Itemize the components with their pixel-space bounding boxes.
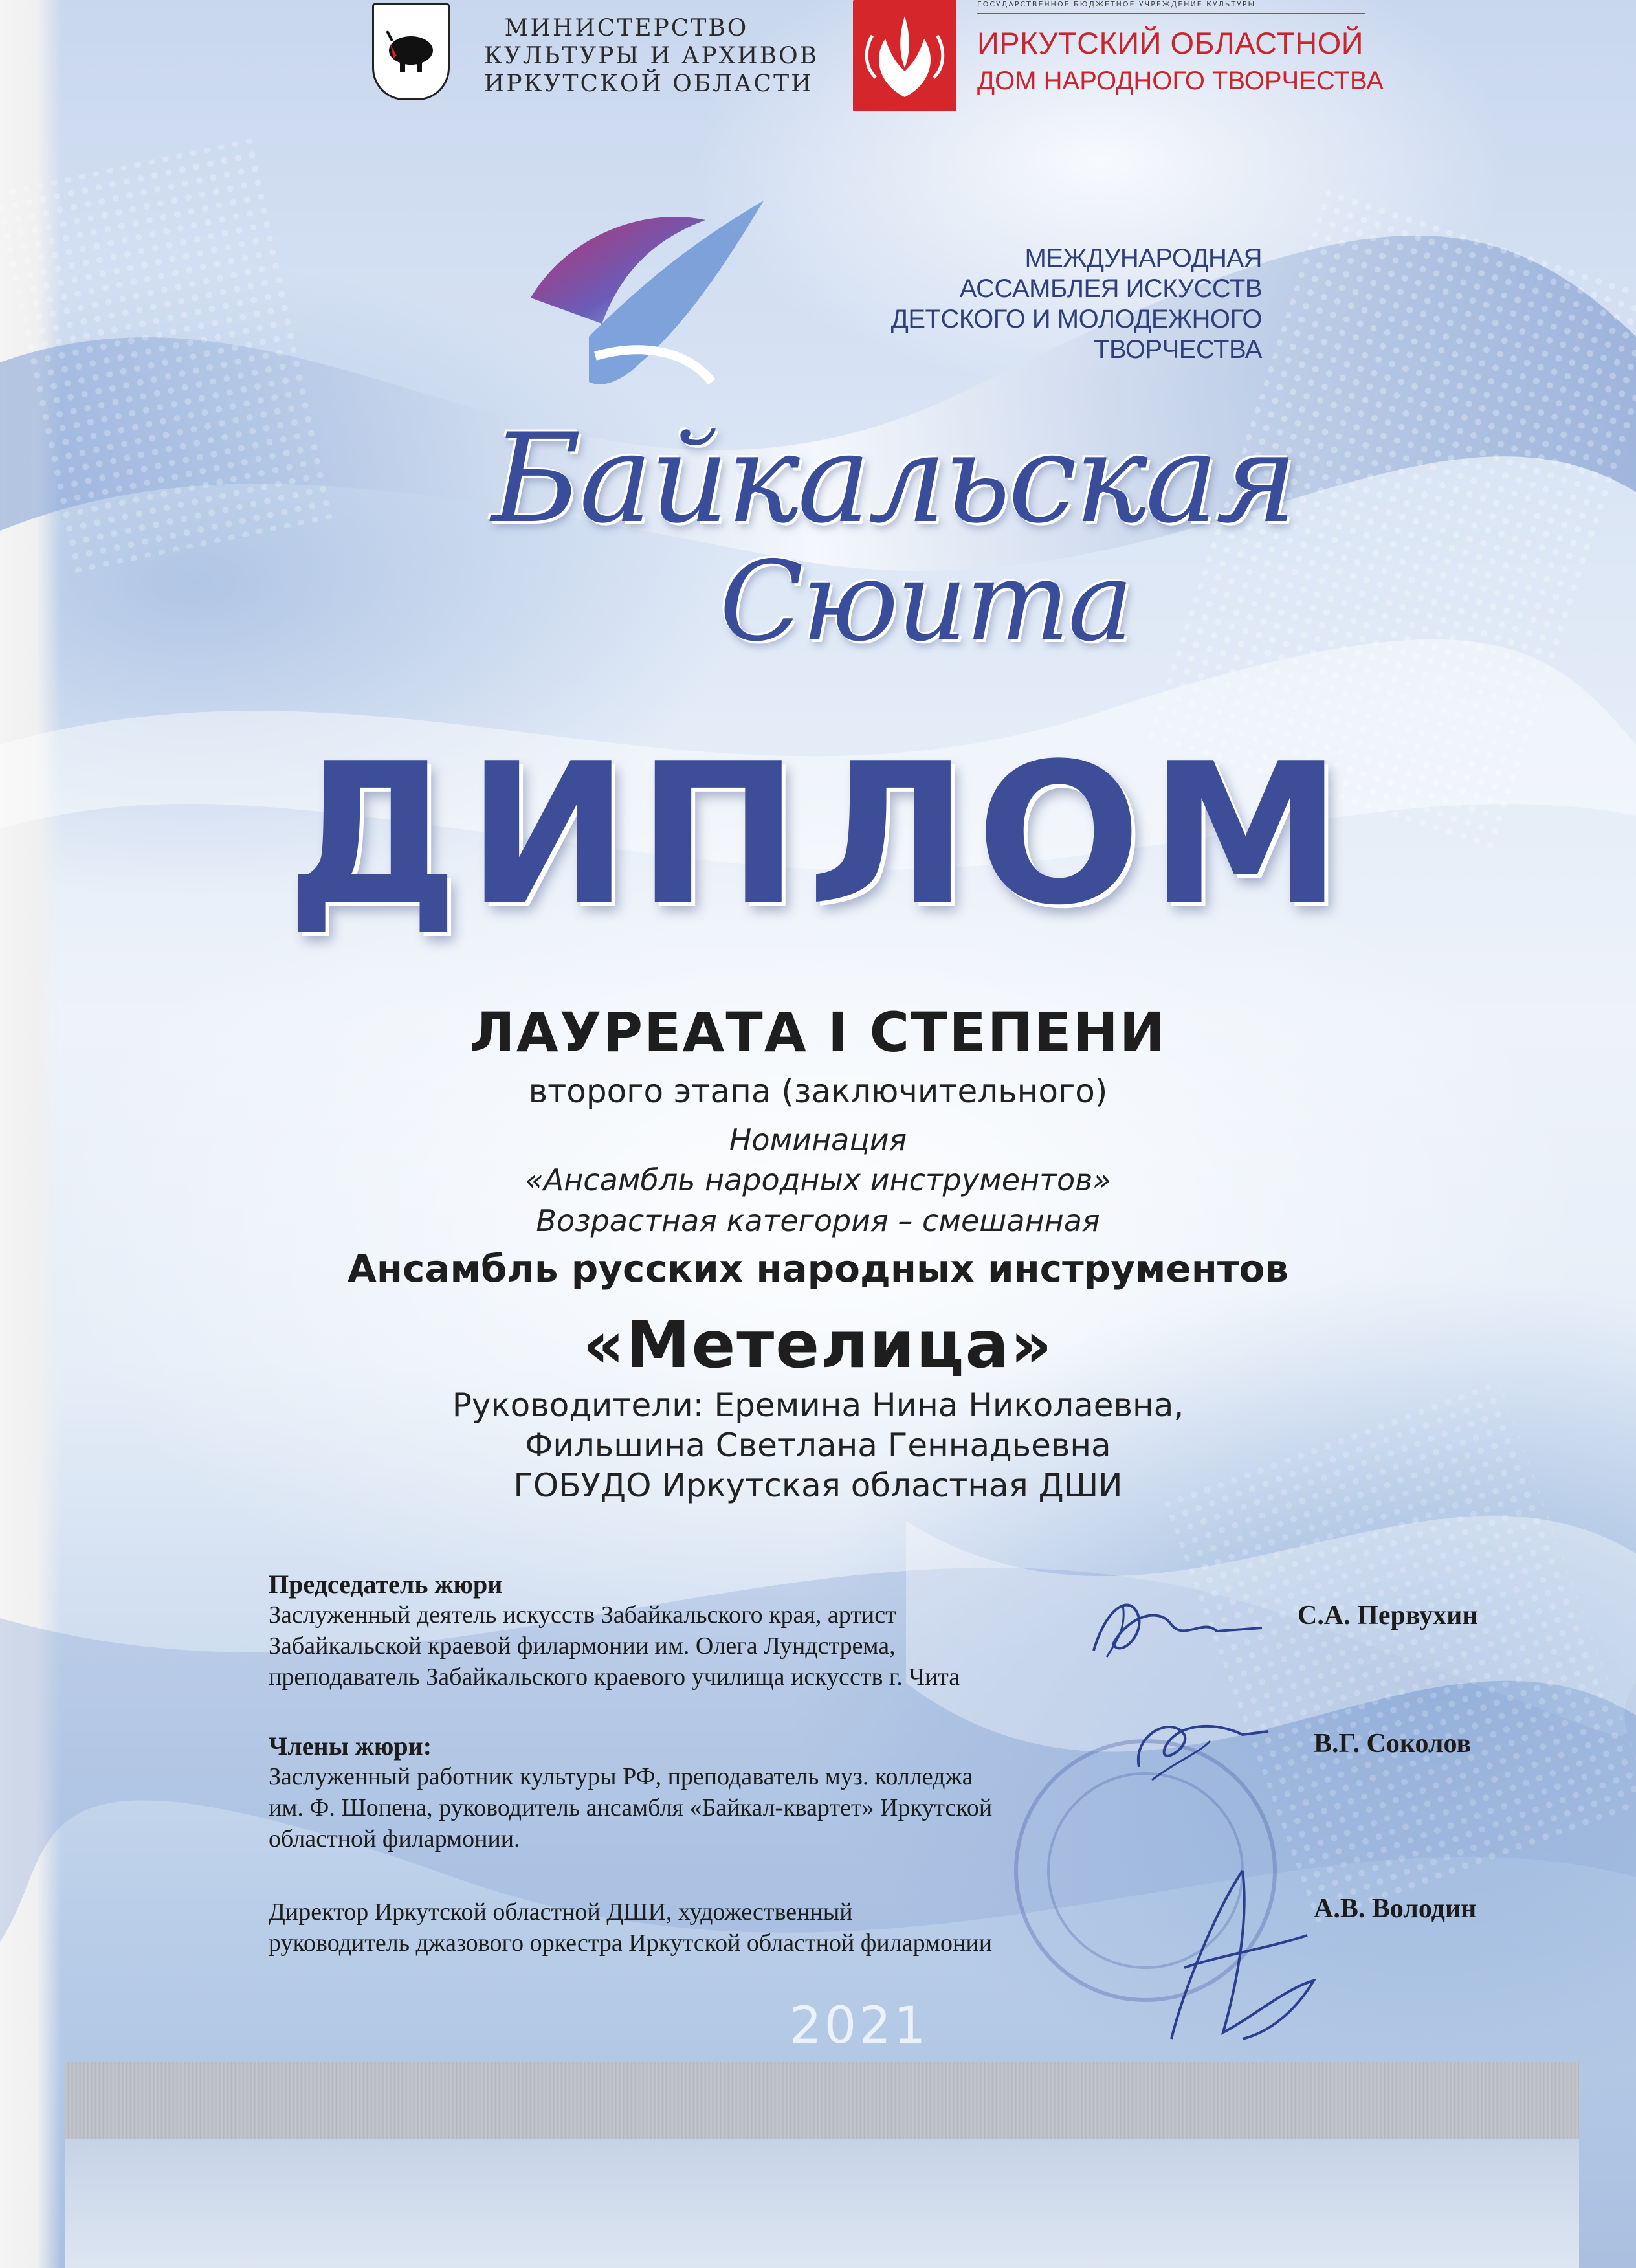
festival-title-line-2: Сюита: [719, 538, 1132, 666]
footer-silver-band: [65, 2062, 1579, 2139]
house-name-line-2: ДОМ НАРОДНОГО ТВОРЧЕСТВА: [977, 67, 1384, 95]
ministry-name: [484, 14, 819, 98]
jury-chair-heading: Председатель жюри: [269, 1570, 503, 1599]
jury-member1-line-2: им. Ф. Шопена, руководитель ансамбля «Байкал-квартет» Иркутской: [269, 1794, 993, 1821]
festival-title-line-1: Байкальская: [491, 407, 1295, 550]
laureate-degree: ЛАУРЕАТА I СТЕПЕНИ: [469, 1001, 1167, 1064]
school-name: ГОБУДО Иркутская областная ДШИ: [513, 1467, 1123, 1504]
group-name: «Метелица»: [582, 1307, 1054, 1383]
jury-member1-name: В.Г. Соколов: [1314, 1729, 1472, 1759]
year: 2021: [790, 1997, 929, 2055]
assembly-line-4: ТВОРЧЕСТВА: [1094, 335, 1262, 364]
assembly-line-1: МЕЖДУНАРОДНАЯ: [1024, 244, 1262, 272]
assembly-title: [809, 243, 1262, 365]
nomination-label: Номинация: [729, 1122, 907, 1157]
jury-chair-line-2: Забайкальской краевой филармонии им. Олега Лундстрема,: [269, 1632, 896, 1660]
jury-member2-name: А.В. Володин: [1314, 1894, 1477, 1924]
jury-member1-line-1: Заслуженный работник культуры РФ, преподаватель муз. колледжа: [269, 1763, 973, 1790]
assembly-line-2: АССАМБЛЕЯ ИСКУССТВ: [959, 274, 1262, 303]
jury-chair-line-1: Заслуженный деятель искусств Забайкальского края, артист: [269, 1601, 896, 1629]
house-divider: [977, 13, 1365, 14]
jury-member2-line-1: Директор Иркутской областной ДШИ, художественный: [269, 1898, 853, 1926]
nomination-value: «Ансамбль народных инструментов»: [525, 1162, 1111, 1197]
age-category: Возрастная категория – смешанная: [536, 1203, 1100, 1238]
house-institution-type: ГОСУДАРСТВЕННОЕ БЮДЖЕТНОЕ УЧРЕЖДЕНИЕ КУЛЬТУРЫ: [977, 0, 1256, 8]
signature-volodin-icon: [1139, 1858, 1346, 2052]
footer-bottom: [65, 2139, 1579, 2268]
jury-chair-line-3: преподаватель Забайкальского краевого училища искусств г. Чита: [269, 1663, 960, 1691]
irkutsk-coat-of-arms-icon: [372, 3, 450, 100]
diploma-title: ДИПЛОМ: [285, 722, 1351, 948]
jury-chair-name: С.А. Первухин: [1298, 1601, 1478, 1630]
house-name-line-1: ИРКУТСКИЙ ОБЛАСТНОЙ: [977, 26, 1364, 60]
jury-member1-line-3: областной филармонии.: [269, 1825, 520, 1852]
jury-members-block: [269, 1731, 992, 1854]
ensemble-type: Ансамбль русских народных инструментов: [348, 1247, 1288, 1291]
ministry-line-2: КУЛЬТУРЫ И АРХИВОВ: [484, 43, 819, 69]
jury-chair-block: [269, 1570, 960, 1693]
house-name: [977, 25, 1384, 100]
leaders-block: [0, 1385, 1636, 1506]
signature-pervukhin-icon: [1081, 1579, 1275, 1676]
competition-stage: второго этапа (заключительного): [528, 1073, 1108, 1110]
assembly-line-3: ДЕТСКОГО И МОЛОДЕЖНОГО: [890, 305, 1262, 333]
ministry-line-1: МИНИСТЕРСТВО: [504, 15, 749, 41]
leaders-line-1: Руководители: Еремина Нина Николаевна,: [452, 1386, 1184, 1424]
jury-member2-block: [269, 1896, 992, 1959]
festival-title: [453, 407, 1359, 666]
leaders-line-2: Фильшина Светлана Геннадьевна: [525, 1427, 1111, 1464]
jury-member2-line-2: руководитель джазового оркестра Иркутской областной филармонии: [269, 1929, 993, 1957]
jury-members-heading: Члены жюри:: [269, 1731, 432, 1761]
ministry-line-3: ИРКУТСКОЙ ОБЛАСТИ: [484, 71, 813, 97]
folk-art-house-flower-logo-icon: [853, 0, 956, 111]
signature-sokolov-icon: [1113, 1696, 1281, 1793]
bird-wing-emblem-icon: [492, 194, 790, 427]
